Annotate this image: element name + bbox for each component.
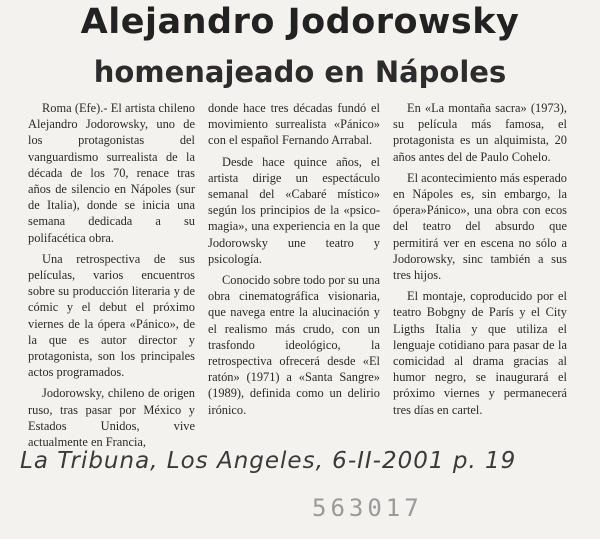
paragraph: Una retrospectiva de sus películas, varios encuentros sobre su producción literaria y de cómic y el debut el próximo viernes de la ópera «Pánico», de la que es autor director y protagonista, son los principales actos programados. (28, 251, 195, 380)
paragraph: donde hace tres décadas fundó el movimiento surrealista «Pánico» con el español Fernando Arrabal. (208, 101, 380, 148)
article-column-1 (28, 100, 195, 450)
article-column-2 (208, 100, 380, 418)
headline: Alejandro Jodorowsky (80, 2, 520, 42)
paragraph: Conocido sobre todo por su una obra cinematográfica visionaria, que navega entre la alucinación y el realismo más crudo, con un trasfondo ideológico, la retrospectiva ofrecerá desde «El ratón» (1971) a «Santa Sangre» (1989), definida como un delirio irónico. (208, 273, 380, 417)
paragraph: En «La montaña sacra» (1973), su película más famosa, el protagonista es un alquimista, 20 años antes del de Paulo Cohelo. (393, 101, 567, 164)
paragraph: El montaje, coproducido por el teatro Bobgny de París y el City Ligths Italia y que utiliza el lenguaje cotidiano para pasar de la comicidad al drama gracias al humor negro, se inaugurará el próximo viernes y permanecerá tres días en cartel. (393, 289, 567, 417)
handwritten-archive-number: 563017 (312, 494, 423, 522)
paragraph: Roma (Efe).- El artista chileno Alejandro Jodorowsky, uno de los protagonistas del vanguardismo surrealista de la década de los 70, renace tras años de silencio en Nápoles (sur de Italia), donde se inicia una semana dedicada a su polifacética obra. (28, 101, 195, 245)
subheadline: homenajeado en Nápoles (93, 55, 507, 89)
paragraph: Jodorowsky, chileno de origen ruso, tras pasar por México y Estados Unidos, vive actualmente en Francia, (28, 386, 195, 450)
paragraph: El acontecimiento más esperado en Nápoles es, sin embargo, la ópera»Pánico», una obra con ecos del teatro del absurdo que permitirá ver en escena no sólo a Jodorowsky, sinc también a sus tres hijos. (393, 170, 567, 283)
article-column-3 (393, 100, 567, 418)
handwritten-source-note: La Tribuna, Los Angeles, 6-II-2001 p. 19 (20, 448, 517, 474)
paragraph: Desde hace quince años, el artista dirige un espectáculo semanal del «Cabaré místico» según los principios de la «psico-magia», una experiencia en la que Jodorowsky une teatro y psicología. (208, 154, 380, 266)
